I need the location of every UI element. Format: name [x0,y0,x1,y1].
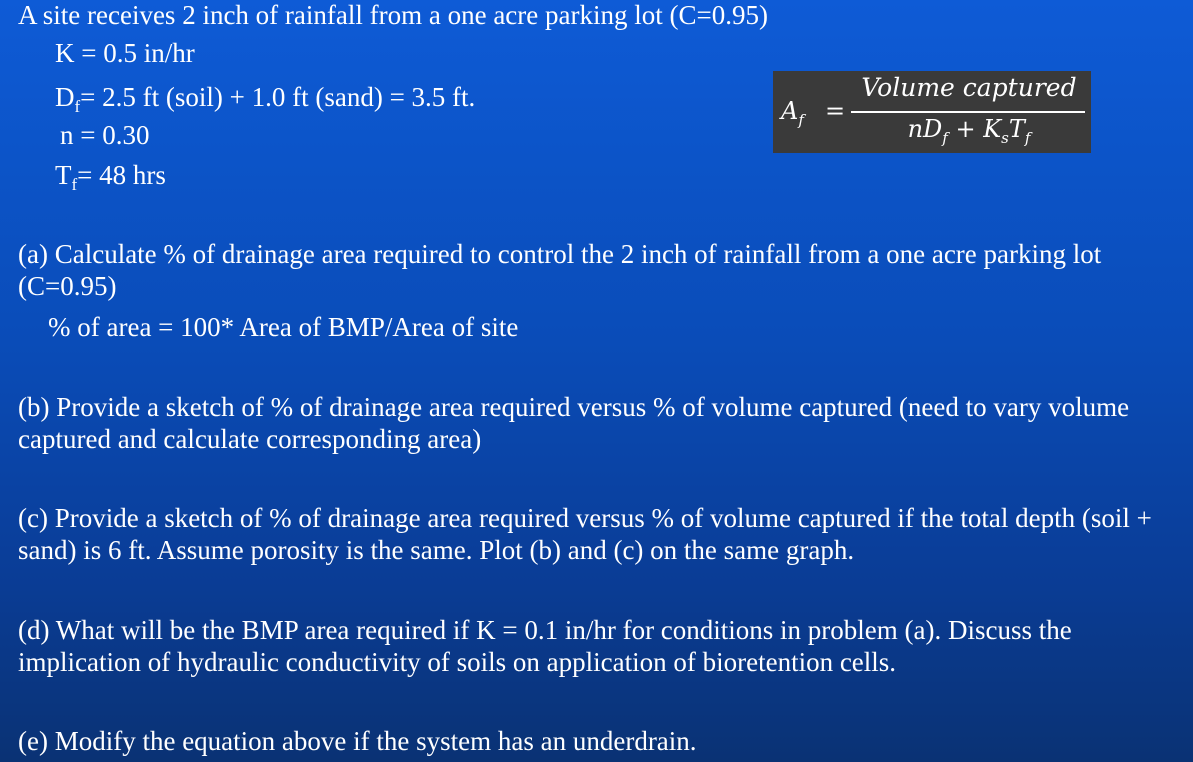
formula-equals: = [825,97,846,125]
param-tf-symbol: T [55,160,72,190]
param-tf-subscript: f [71,175,78,194]
param-df-symbol: D [55,82,75,112]
formula-denominator: $nD_f + K_sT_f$ [907,115,1031,147]
param-k: K = 0.5 in/hr [55,38,195,68]
formula-numerator: Volume captured [861,73,1077,102]
param-n: n = 0.30 [60,120,150,150]
param-tf [55,160,166,200]
question-a-formula: % of area = 100* Area of BMP/Area of site [48,312,519,342]
question-b: (b) Provide a sketch of % of drainage area required versus % of volume captured (need to vary volume captured and calculate corresponding area) [18,392,1130,454]
param-df-value: = 2.5 ft (soil) + 1.0 ft (sand) = 3.5 ft. [80,82,476,112]
question-d: (d) What will be the BMP area required if K = 0.1 in/hr for conditions in problem (a). Discuss the implication of hydraulic conductivity of soils on application of bioretention cells. [18,615,1072,677]
question-e: (e) Modify the equation above if the system has an underdrain. [18,726,697,756]
param-df [55,82,475,122]
area-formula-box [773,71,1091,153]
param-df-subscript: f [74,97,81,116]
question-a: (a) Calculate % of drainage area required to control the 2 inch of rainfall from a one acre parking lot (C=0.95) [18,239,1102,301]
formula-lhs: $A_f$ [781,97,804,129]
question-c: (c) Provide a sketch of % of drainage area required versus % of volume captured if the total depth (soil + sand) is 6 ft. Assume porosity is the same. Plot (b) and (c) on the same graph. [18,503,1152,565]
param-tf-value: = 48 hrs [77,160,166,190]
fraction-bar [851,111,1085,113]
problem-statement: A site receives 2 inch of rainfall from a one acre parking lot (C=0.95) [18,0,768,30]
